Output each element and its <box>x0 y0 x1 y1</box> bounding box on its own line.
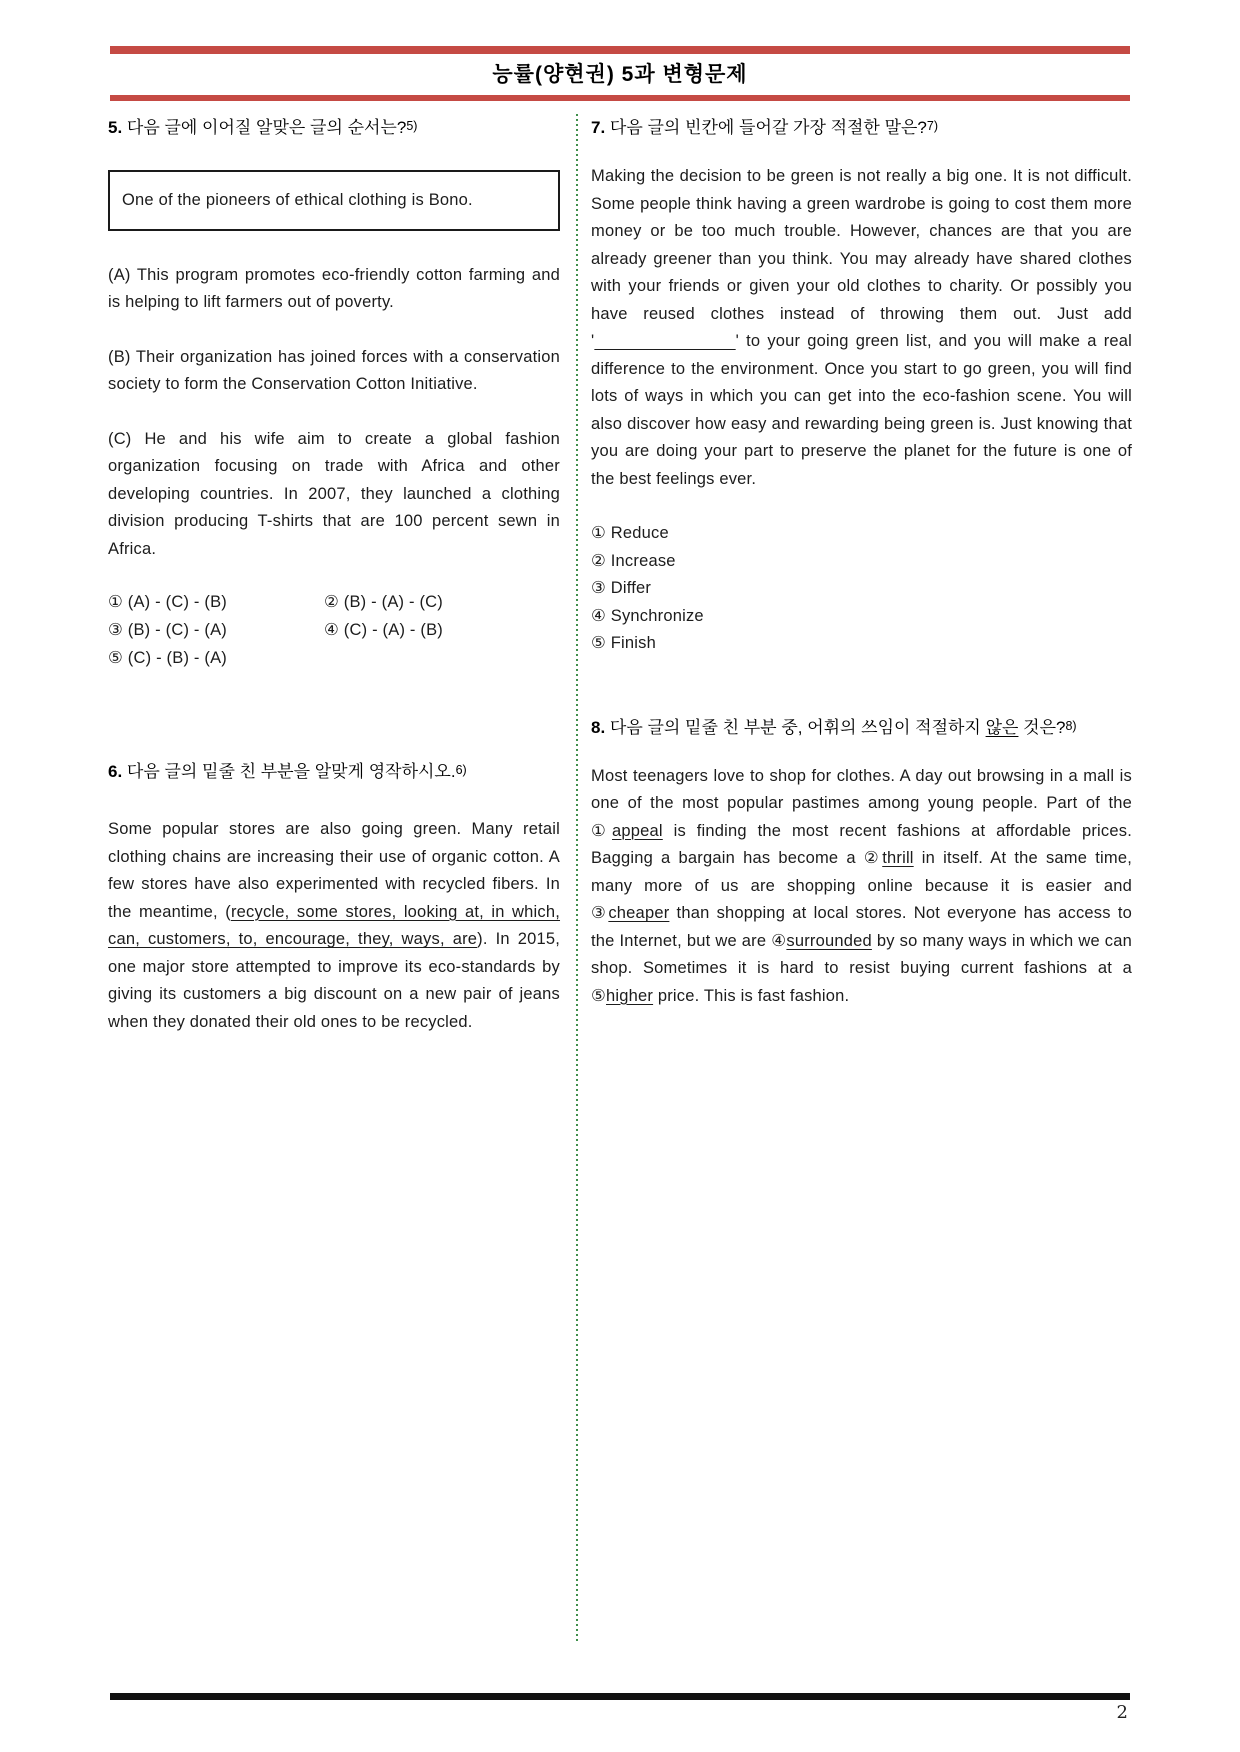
worksheet-title: 능률(양현권) 5과 변형문제 <box>492 63 748 86</box>
question-7-options <box>591 520 1132 658</box>
question-7-number: 7. <box>591 118 606 137</box>
header-top-rule <box>110 46 1130 54</box>
question-5-footnote: 5) <box>406 119 418 133</box>
question-7-passage: Making the decision to be green is not really a big one. It is not difficult. Some people think having a green wardrobe is going to cost them more money or be too much trouble. However, chances are that you are already greener than you think. You may already have shared clothes with your friends or given your old clothes to charity. Or possibly you have reused clothes instead of throwing them out. Just add ' ' to your going green list, and you will make a real difference to the environment. Once you start to go green, you will find lots of ways in which you can get into the eco-fashion scene. You will also discover how easy and rewarding being green is. Just knowing that you are doing your part to preserve the planet for the future is one of the best feelings ever. <box>591 167 1133 488</box>
question-7-footnote: 7) <box>926 119 939 133</box>
question-8-title <box>591 714 1132 743</box>
question-7-option-1: ① Reduce <box>591 524 669 542</box>
question-5-option-4: ④ (C) - (A) - (B) <box>324 621 443 639</box>
question-6-footnote: 6) <box>455 763 467 777</box>
question-8-footnote: 8) <box>1065 718 1077 733</box>
question-5-source-box <box>108 170 560 231</box>
question-5-paragraph-a: (A) This program promotes eco-friendly cotton farming and is helping to lift farmers out of poverty. <box>108 265 560 311</box>
page-header <box>0 0 1240 101</box>
footer-rule <box>110 1693 1130 1700</box>
question-6-number: 6. <box>108 762 123 781</box>
question-5-number: 5. <box>108 118 123 137</box>
left-column <box>108 114 560 1642</box>
question-5-option-3: ③ (B) - (C) - (A) <box>108 621 227 639</box>
question-5-options <box>108 588 560 672</box>
question-5-paragraph-b: (B) Their organization has joined forces with a conservation society to form the Conservation Cotton Initiative. <box>108 347 560 393</box>
page-number: 2 <box>1116 1702 1128 1723</box>
question-6-passage: Some popular stores are also going green. Many retail clothing chains are increasing their use of organic cotton. A few stores have also experimented with recycled fibers. In the meantime, (recycle, some stores, looking at, in which, can, customers, to, encourage, they, ways, are). In 2015, one major store attempted to improve its eco-standards by giving its customers a big discount on a new pair of jeans when they donated their old ones to be recycled. <box>108 820 561 1031</box>
question-5-box-text: One of the pioneers of ethical clothing is Bono. <box>122 191 473 209</box>
question-7-option-5: ⑤ Finish <box>591 634 656 652</box>
content-area <box>0 101 1240 1642</box>
right-column <box>578 114 1132 1642</box>
question-5-option-5: ⑤ (C) - (B) - (A) <box>108 649 227 667</box>
question-5-title <box>108 114 560 143</box>
page-footer <box>110 1693 1130 1726</box>
question-5-option-1: ① (A) - (C) - (B) <box>108 593 227 611</box>
question-8-passage: Most teenagers love to shop for clothes. A day out browsing in a mall is one of the most popular pastimes among young people. Part of the ①appeal is finding the most recent fashions at affordable prices. Bagging a bargain has become a ②thrill in itself. At the same time, many more of us are shopping online because it is easier and ③cheaper than shopping at local stores. Not everyone has access to the Internet, but we are ④surrounded by so many ways in which we can shop. Sometimes it is hard to resist buying current fashions at a ⑤higher price. This is fast fashion. <box>591 766 1132 1005</box>
question-7-text: 다음 글의 빈칸에 들어갈 가장 적절한 말은? <box>605 118 927 137</box>
question-8-text: 다음 글의 밑줄 친 부분 중, 어휘의 쓰임이 적절하지 않은 것은? <box>605 717 1066 737</box>
question-5-option-2: ② (B) - (A) - (C) <box>324 593 443 611</box>
question-8-number: 8. <box>591 717 606 737</box>
question-5-paragraph-c: (C) He and his wife aim to create a global fashion organization focusing on trade with Africa and other developing countries. In 2007, they launched a clothing division producing T-shirts that are 100 percent sewn in Africa. <box>108 429 560 558</box>
question-5-text: 다음 글에 이어질 알맞은 글의 순서는? <box>122 118 407 137</box>
question-6-title <box>108 758 560 787</box>
question-7-option-2: ② Increase <box>591 551 676 570</box>
question-6-text: 다음 글의 밑줄 친 부분을 알맞게 영작하시오. <box>122 762 456 781</box>
question-7-option-3: ③ Differ <box>591 579 652 597</box>
question-7-title <box>591 114 1132 143</box>
question-7-option-4: ④ Synchronize <box>591 606 704 625</box>
